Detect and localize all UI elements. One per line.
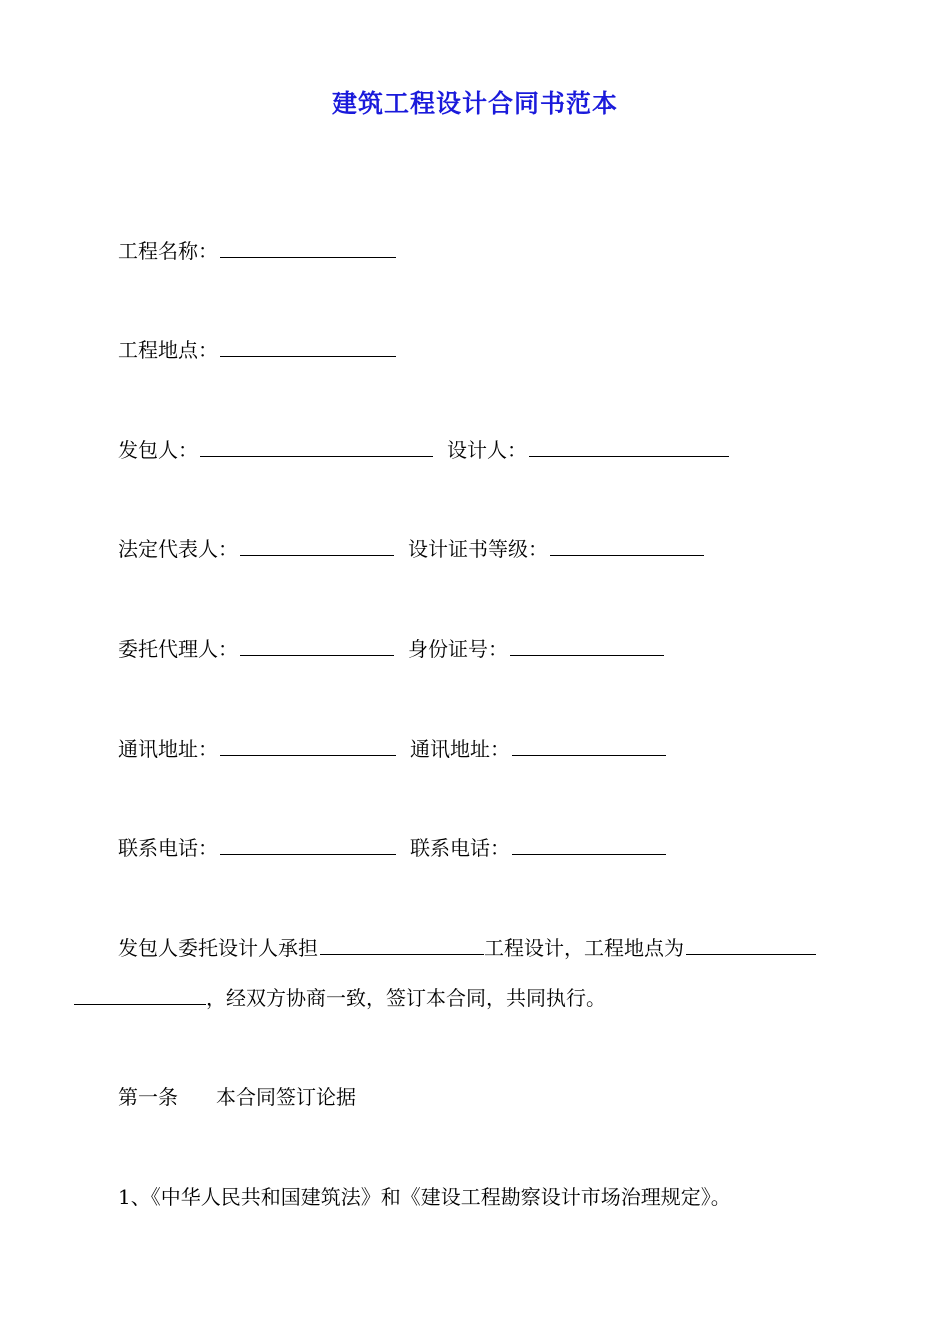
document-title: 建筑工程设计合同书范本: [331, 89, 618, 118]
blank-line: [240, 635, 394, 656]
blank-line: [220, 336, 396, 357]
blank-line: [240, 535, 394, 556]
blank-line: [220, 237, 396, 258]
field-label: 联系电话：: [118, 836, 218, 860]
blank-line: [320, 934, 484, 955]
field-label: 发包人：: [118, 438, 198, 462]
blank-line: [550, 535, 704, 556]
blank-line: [510, 635, 664, 656]
field-agent-id: [118, 635, 664, 663]
field-label: 通讯地址：: [118, 737, 218, 761]
blank-line: [512, 834, 666, 855]
contract-paragraph-line2: [74, 984, 606, 1012]
blank-line: [74, 984, 206, 1005]
field-phone: [118, 834, 666, 862]
field-legal-rep-cert: [118, 535, 704, 563]
field-label: 法定代表人：: [118, 537, 238, 561]
article-title: 本合同签订论据: [216, 1085, 356, 1109]
field-label: 设计证书等级：: [408, 537, 548, 561]
paragraph-text: ，经双方协商一致，签订本合同，共同执行。: [206, 986, 606, 1010]
contract-paragraph-line1: [118, 934, 816, 962]
field-address: [118, 735, 666, 763]
field-project-location: [118, 336, 396, 364]
field-label: 通讯地址：: [410, 737, 510, 761]
blank-line: [512, 735, 666, 756]
field-label: 身份证号：: [408, 637, 508, 661]
field-label: 设计人：: [447, 438, 527, 462]
blank-line: [220, 735, 396, 756]
blank-line: [686, 934, 816, 955]
blank-line: [200, 436, 433, 457]
clause-1: 1、《中华人民共和国建筑法》和《建设工程勘察设计市场治理规定》。: [118, 1185, 731, 1209]
field-label: 联系电话：: [410, 836, 510, 860]
article-1-heading: [118, 1083, 356, 1111]
blank-line: [220, 834, 396, 855]
field-label: 工程地点：: [118, 338, 218, 362]
article-number: 第一条: [118, 1085, 178, 1109]
field-employer-designer: [118, 436, 729, 464]
field-label: 工程名称：: [118, 239, 218, 263]
paragraph-text: 工程设计，工程地点为: [484, 936, 684, 960]
field-label: 委托代理人：: [118, 637, 238, 661]
field-project-name: [118, 237, 396, 265]
paragraph-text: 发包人委托设计人承担: [118, 936, 318, 960]
blank-line: [529, 436, 729, 457]
